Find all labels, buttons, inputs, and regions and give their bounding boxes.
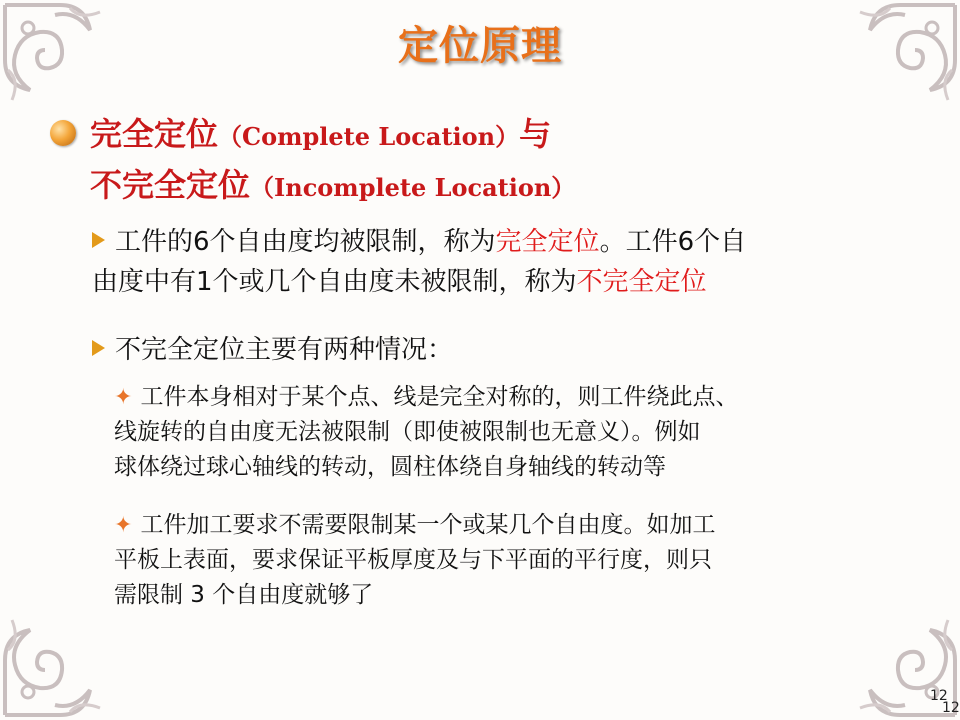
sub-1-text-1: 工件本身相对于某个点、线是完全对称的，则工件绕此点、 — [140, 384, 739, 410]
bullet-1-line-1 — [92, 222, 746, 262]
section-heading — [90, 110, 575, 212]
heading-cn-1: 完全定位 — [90, 115, 219, 153]
sub-bullet-2 — [114, 508, 715, 613]
sub-2-line-2: 平板上表面，要求保证平板厚度及与下平面的平行度，则只 — [114, 547, 712, 573]
bullet-1-text-c: 由度中有1个或几个自由度未被限制，称为 — [92, 267, 577, 297]
arrow-right-icon — [92, 340, 105, 356]
sub-bullet-1 — [114, 380, 738, 485]
sub-1-line-3: 球体绕过球心轴线的转动，圆柱体绕自身轴线的转动等 — [114, 454, 666, 480]
bullet-2-text: 不完全定位主要有两种情况： — [115, 335, 454, 365]
bullet-paragraph-1 — [92, 222, 746, 302]
arrow-right-icon — [92, 232, 105, 248]
heading-en-1: （Complete Location） — [218, 122, 520, 151]
sub-2-line-1 — [114, 508, 715, 543]
orange-orb-icon — [50, 120, 76, 146]
bullet-1-text-a: 工件的6个自由度均被限制，称为 — [115, 227, 496, 257]
bullet-paragraph-2 — [92, 330, 453, 370]
page-number: 12 — [930, 688, 948, 704]
four-point-star-icon: ✦ — [114, 385, 133, 410]
four-point-star-icon: ✦ — [114, 513, 133, 538]
bullet-1-highlight-a: 完全定位 — [495, 227, 600, 257]
heading-cn-2: 不完全定位 — [90, 166, 251, 204]
heading-line-2 — [90, 161, 575, 212]
bullet-1-highlight-b: 不完全定位 — [576, 267, 707, 297]
page-number-shadow: 12 — [942, 700, 960, 716]
sub-2-line-3: 需限制 3 个自由度就够了 — [114, 582, 374, 608]
bullet-1-line-2 — [92, 262, 746, 302]
corner-ornament-bottom-left-icon — [0, 610, 110, 720]
heading-en-2: （Incomplete Location） — [250, 173, 576, 202]
sub-1-line-1 — [114, 380, 738, 415]
slide-title: 定位原理 — [398, 23, 562, 69]
bullet-1-text-b: 。工件6个自 — [599, 227, 747, 257]
sub-2-text-1: 工件加工要求不需要限制某一个或某几个自由度。如加工 — [140, 512, 716, 538]
heading-line-1 — [90, 110, 575, 161]
sub-1-line-2: 线旋转的自由度无法被限制（即使被限制也无意义）。例如 — [114, 419, 701, 445]
heading-tail-1: 与 — [519, 115, 552, 153]
